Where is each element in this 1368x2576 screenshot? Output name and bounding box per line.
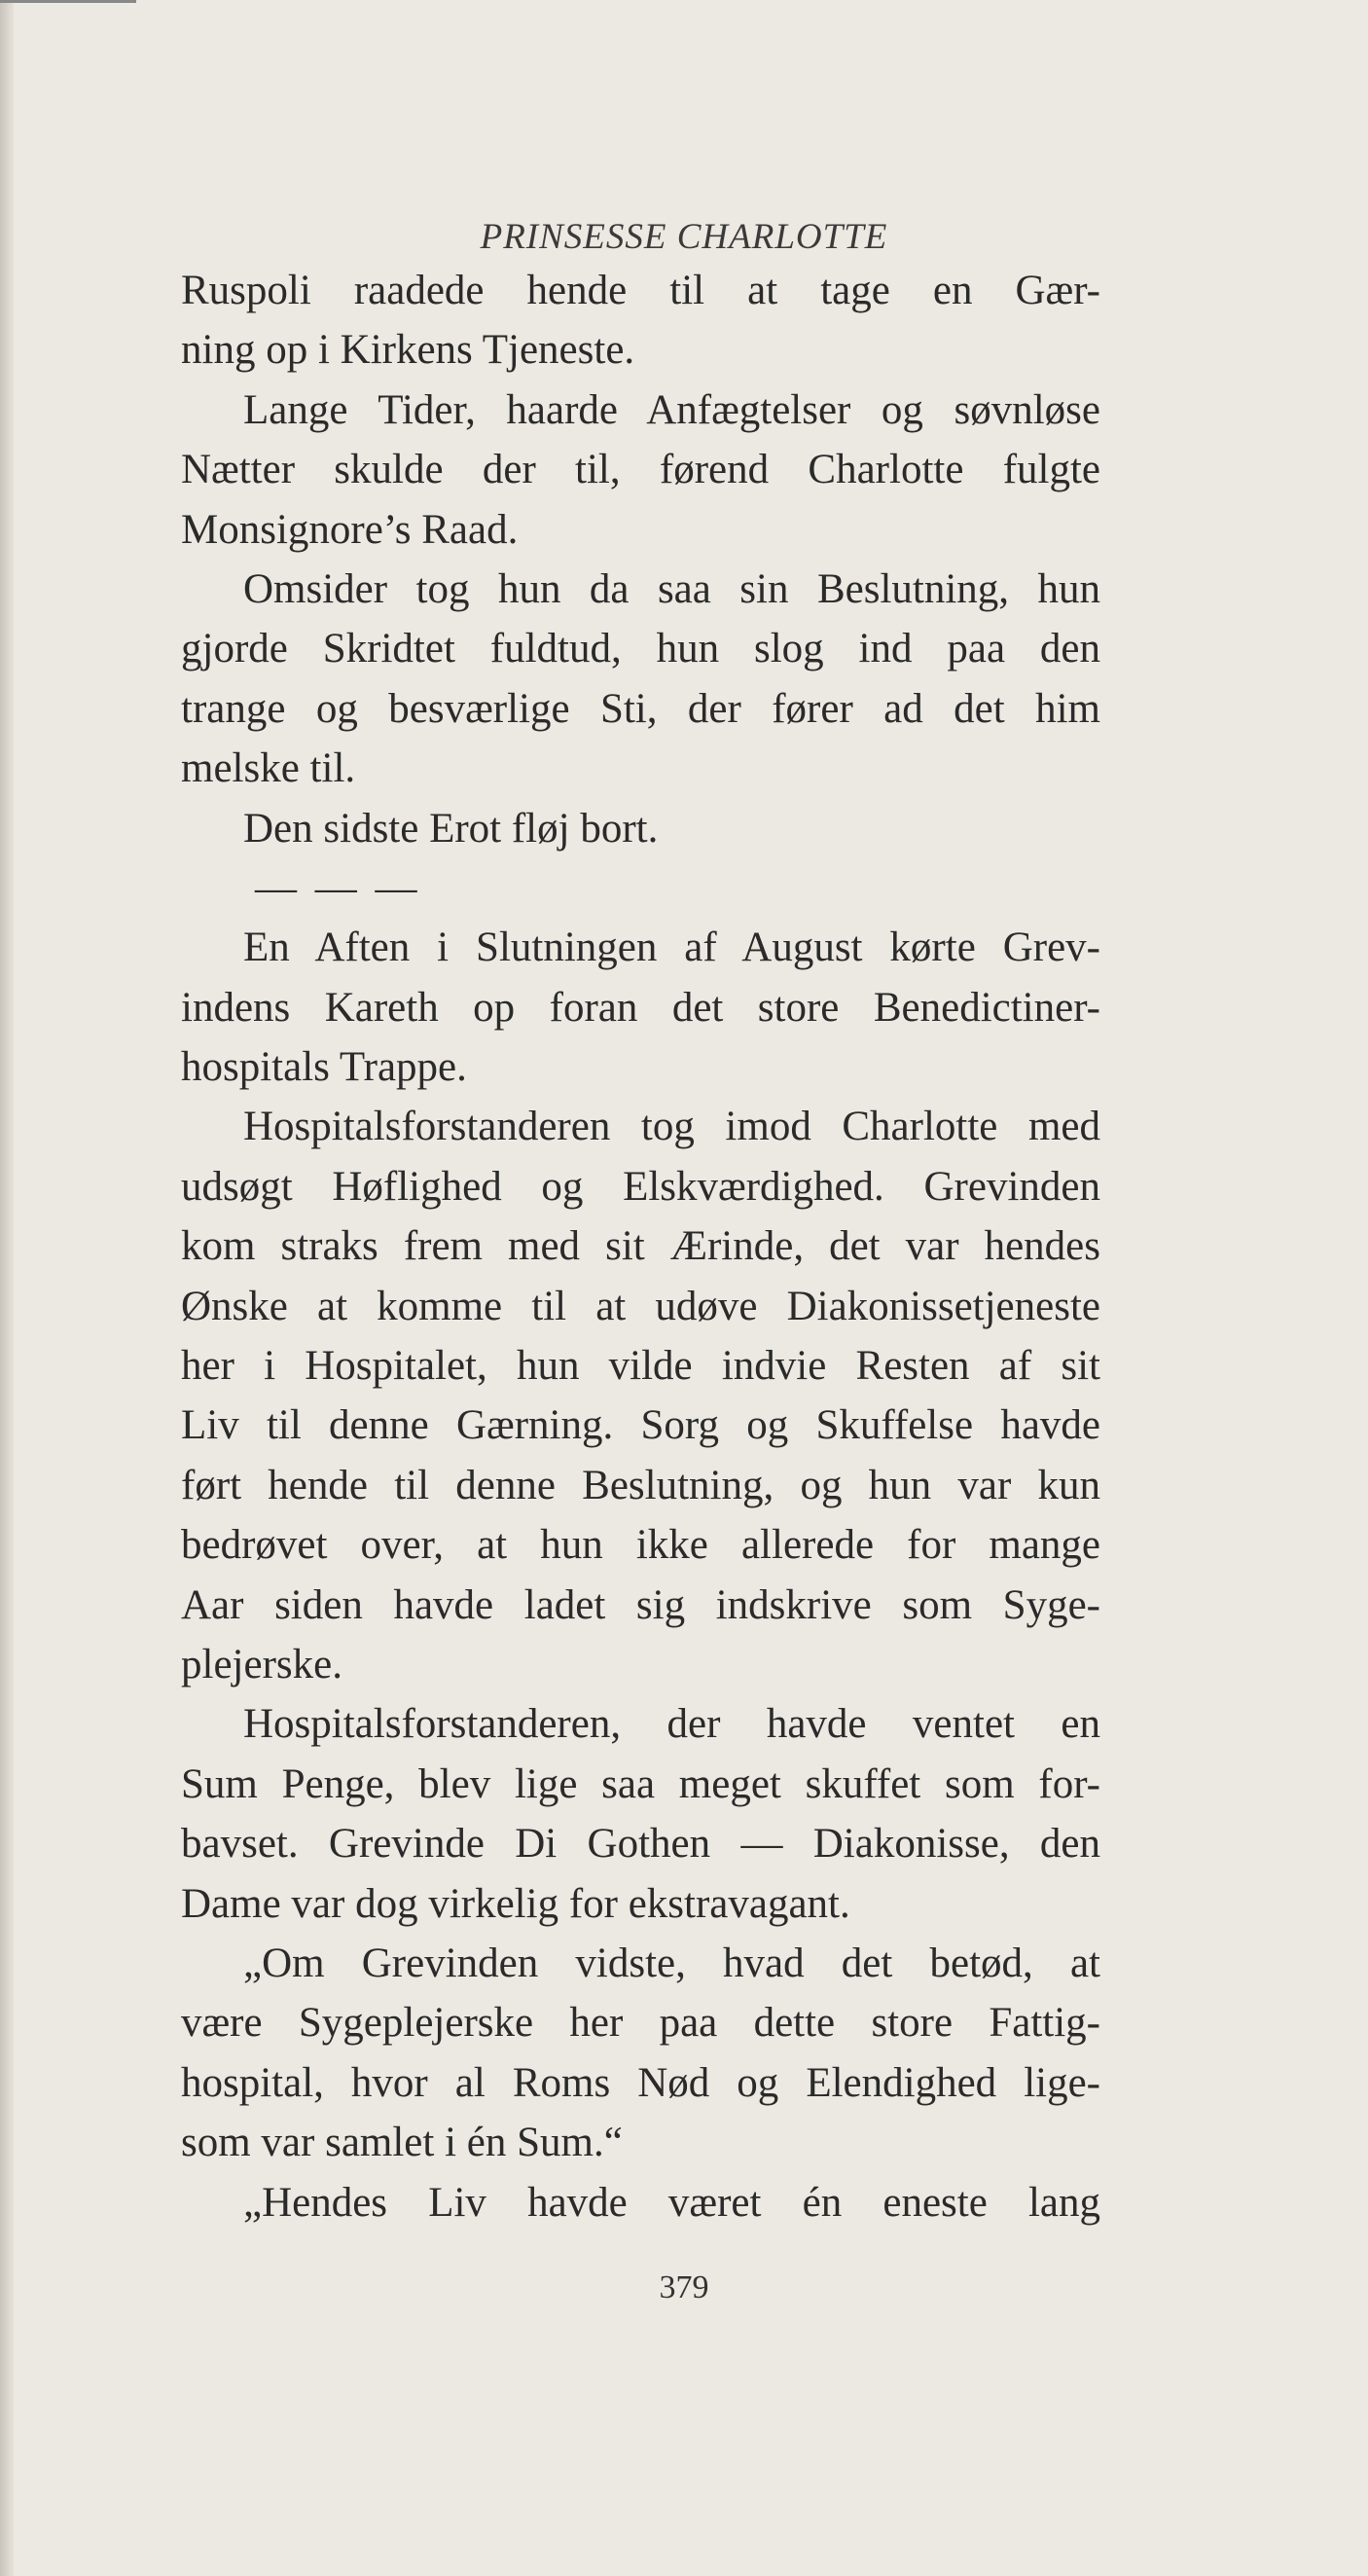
text-line: plejerske.: [181, 1641, 342, 1687]
text-line: „Om Grevinden vidste, hvad det betød, at: [243, 1940, 1100, 1986]
text-line: Lange Tider, haarde Anfægtelser og søvnløse: [243, 386, 1100, 433]
text-line: Omsider tog hun da saa sin Beslutning, hun: [243, 565, 1100, 612]
text-line: udsøgt Høflighed og Elskværdighed. Grevinden: [181, 1163, 1100, 1210]
text-line: bedrøvet over, at hun ikke allerede for mange: [181, 1522, 1100, 1569]
text-line: Aar siden havde ladet sig indskrive som Syge-: [181, 1581, 1100, 1628]
text-line: Monsignore’s Raad.: [181, 506, 519, 553]
text-line: En Aften i Slutningen af August kørte Grev-: [243, 925, 1100, 971]
text-line: melske til.: [181, 745, 356, 792]
text-line: „Hendes Liv havde været én eneste lang: [243, 2179, 1100, 2226]
text-line: hospital, hvor al Roms Nød og Elendighed lige-: [181, 2059, 1100, 2106]
page-number: 379: [659, 2269, 709, 2305]
page-left-edge: [0, 0, 14, 2576]
text-line: Ønske at komme til at udøve Diakonissetjeneste: [181, 1283, 1100, 1329]
text-line: hospitals Trappe.: [181, 1044, 467, 1091]
section-separator: — — —: [255, 864, 421, 911]
text-line: Hospitalsforstanderen tog imod Charlotte med: [243, 1104, 1100, 1150]
body-text: [181, 261, 1100, 2232]
text-line: Nætter skulde der til, førend Charlotte fulgte: [181, 447, 1100, 493]
text-line: gjorde Skridtet fuldtud, hun slog ind paa den: [181, 626, 1100, 672]
page-top-edge: [0, 0, 136, 3]
running-head: PRINSESSE CHARLOTTE: [480, 217, 888, 257]
text-line: Sum Penge, blev lige saa meget skuffet som for-: [181, 1760, 1100, 1807]
text-line: indens Kareth op foran det store Benedictiner-: [181, 984, 1100, 1031]
text-line: Dame var dog virkelig for ekstravagant.: [181, 1880, 850, 1927]
text-line: Den sidste Erot fløj bort.: [243, 805, 659, 852]
text-line: her i Hospitalet, hun vilde indvie Resten af sit: [181, 1343, 1100, 1390]
text-line: være Sygeplejerske her paa dette store Fattig-: [181, 2000, 1100, 2047]
text-line: Hospitalsforstanderen, der havde ventet en: [243, 1701, 1100, 1748]
text-line: Liv til denne Gærning. Sorg og Skuffelse havde: [181, 1402, 1100, 1449]
text-line: bavset. Grevinde Di Gothen — Diakonisse, den: [181, 1821, 1100, 1868]
text-line: kom straks frem med sit Ærinde, det var hendes: [181, 1223, 1100, 1270]
text-line: ning op i Kirkens Tjeneste.: [181, 327, 635, 374]
text-line: ført hende til denne Beslutning, og hun var kun: [181, 1462, 1100, 1508]
text-line: Ruspoli raadede hende til at tage en Gær-: [181, 268, 1100, 313]
text-line: som var samlet i én Sum.“: [181, 2120, 623, 2166]
text-line: trange og besværlige Sti, der fører ad det him: [181, 685, 1100, 732]
